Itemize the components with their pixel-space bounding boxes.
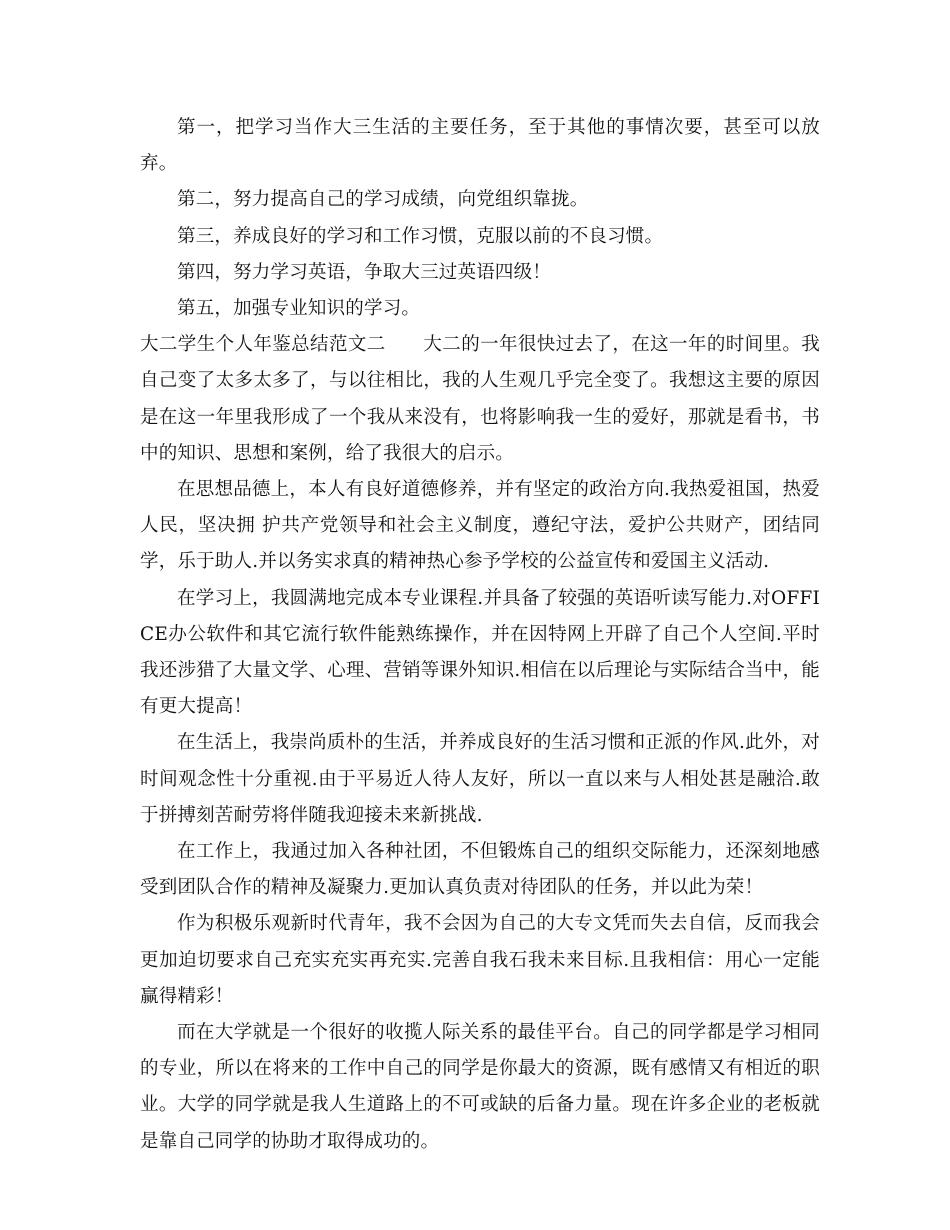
document-body	[140, 110, 820, 1160]
paragraph-3: 第三，养成良好的学习和工作习惯，克服以前的不良习惯。	[177, 225, 664, 247]
paragraph-6-section-title: 大二学生个人年鉴总结范文二 大二的一年很快过去了，在这一年的时间里。我自己变了太多太多了，与以往相比，我的人生观几乎完全变了。我想这主要的原因是在这一年里我形成了一个我从来没有，也将影响我一生的爱好，那就是看书，书中的知识、思想和案例，给了我很大的启示。	[140, 334, 820, 464]
paragraph-12: 而在大学就是一个很好的收揽人际关系的最佳平台。自己的同学都是学习相同的专业，所以在将来的工作中自己的同学是你最大的资源，既有感情又有相近的职业。大学的同学就是我人生道路上的不可或缺的后备力量。现在许多企业的老板就是靠自己同学的协助才取得成功的。	[140, 1022, 820, 1152]
paragraph-10: 在工作上，我通过加入各种社团，不但锻炼自己的组织交际能力，还深刻地感受到团队合作的精神及凝聚力.更加认真负责对待团队的任务，并以此为荣！	[140, 841, 820, 899]
paragraph-9: 在生活上，我崇尚质朴的生活，并养成良好的生活习惯和正派的作风.此外，对时间观念性十分重视.由于平易近人待人友好，所以一直以来与人相处甚是融洽.敢于拼搏刻苦耐劳将伴随我迎接未来新挑战.	[140, 732, 820, 826]
paragraph-2: 第二，努力提高自己的学习成绩，向党组织靠拢。	[177, 189, 589, 211]
paragraph-11: 作为积极乐观新时代青年，我不会因为自己的大专文凭而失去自信，反而我会更加迫切要求自己充实充实再充实.完善自我石我未来目标.且我相信：用心一定能赢得精彩！	[140, 913, 820, 1007]
paragraph-8: 在学习上，我圆满地完成本专业课程.并具备了较强的英语听读写能力.对OFFICE办公软件和其它流行软件能熟练操作，并在因特网上开辟了自己个人空间.平时我还涉猎了大量文学、心理、营销等课外知识.相信在以后理论与实际结合当中，能有更大提高！	[140, 587, 820, 718]
paragraph-5: 第五，加强专业知识的学习。	[177, 298, 421, 320]
paragraph-7: 在思想品德上，本人有良好道德修养，并有坚定的政治方向.我热爱祖国，热爱人民，坚决拥 护共产党领导和社会主义制度，遵纪守法，爱护公共财产，团结同学，乐于助人.并以务实求真的精神热心参予学校的公益宣传和爱国主义活动.	[140, 479, 820, 573]
paragraph-1: 第一，把学习当作大三生活的主要任务，至于其他的事情次要，甚至可以放弃。	[140, 117, 820, 175]
paragraph-4: 第四，努力学习英语，争取大三过英语四级！	[177, 261, 552, 283]
